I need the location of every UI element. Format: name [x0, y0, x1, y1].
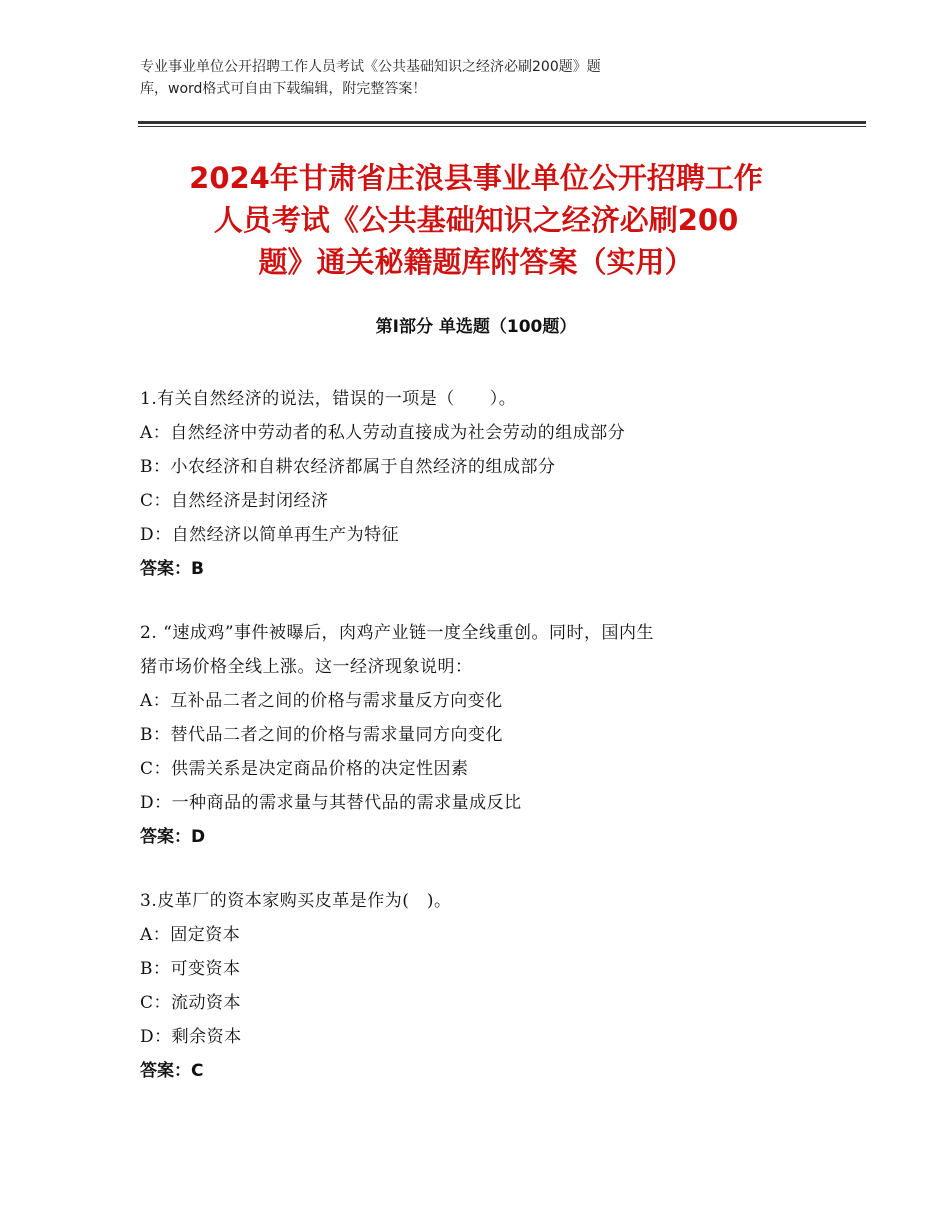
- answer-label: 答案：D: [140, 827, 206, 847]
- question-item: [140, 382, 820, 586]
- question-stem: 3.皮革厂的资本家购买皮革是作为( )。: [140, 891, 452, 911]
- option-d: D：剩余资本: [140, 1027, 242, 1047]
- header-note: [140, 56, 790, 100]
- option-c: C：供需关系是决定商品价格的决定性因素: [140, 759, 469, 779]
- header-note-line-1: 专业事业单位公开招聘工作人员考试《公共基础知识之经济必刷200题》题: [140, 59, 601, 75]
- option-c: C：流动资本: [140, 993, 242, 1013]
- document-title-line-3: 题》通关秘籍题库附答案（实用）: [258, 245, 694, 279]
- option-a: A：互补品二者之间的价格与需求量反方向变化: [140, 691, 503, 711]
- question-item: [140, 616, 820, 854]
- option-d: D：一种商品的需求量与其替代品的需求量成反比: [140, 793, 522, 813]
- option-b: B：可变资本: [140, 959, 241, 979]
- question-list: [140, 382, 820, 1118]
- question-stem-continued: 猪市场价格全线上涨。这一经济现象说明：: [140, 657, 473, 677]
- header-rule-thick: [138, 121, 866, 124]
- answer-label: 答案：C: [140, 1061, 204, 1081]
- document-title-line-2: 人员考试《公共基础知识之经济必刷200: [213, 203, 739, 237]
- document-title: [138, 157, 814, 283]
- question-stem: 2. “速成鸡”事件被曝后，肉鸡产业链一度全线重创。同时，国内生: [140, 623, 655, 643]
- header-rule-thin: [138, 126, 866, 127]
- question-stem: 1.有关自然经济的说法，错误的一项是（ ）。: [140, 389, 517, 409]
- document-title-line-1: 2024年甘肃省庄浪县事业单位公开招聘工作: [189, 161, 763, 195]
- option-a: A：固定资本: [140, 925, 241, 945]
- question-item: [140, 884, 820, 1088]
- option-a: A：自然经济中劳动者的私人劳动直接成为社会劳动的组成部分: [140, 423, 626, 443]
- answer-label: 答案：B: [140, 559, 204, 579]
- option-c: C：自然经济是封闭经济: [140, 491, 329, 511]
- option-d: D：自然经济以简单再生产为特征: [140, 525, 400, 545]
- section-title: 第Ⅰ部分 单选题（100题）: [375, 317, 577, 337]
- option-b: B：小农经济和自耕农经济都属于自然经济的组成部分: [140, 457, 556, 477]
- option-b: B：替代品二者之间的价格与需求量同方向变化: [140, 725, 503, 745]
- header-note-line-2: 库，word格式可自由下载编辑，附完整答案！: [140, 81, 427, 97]
